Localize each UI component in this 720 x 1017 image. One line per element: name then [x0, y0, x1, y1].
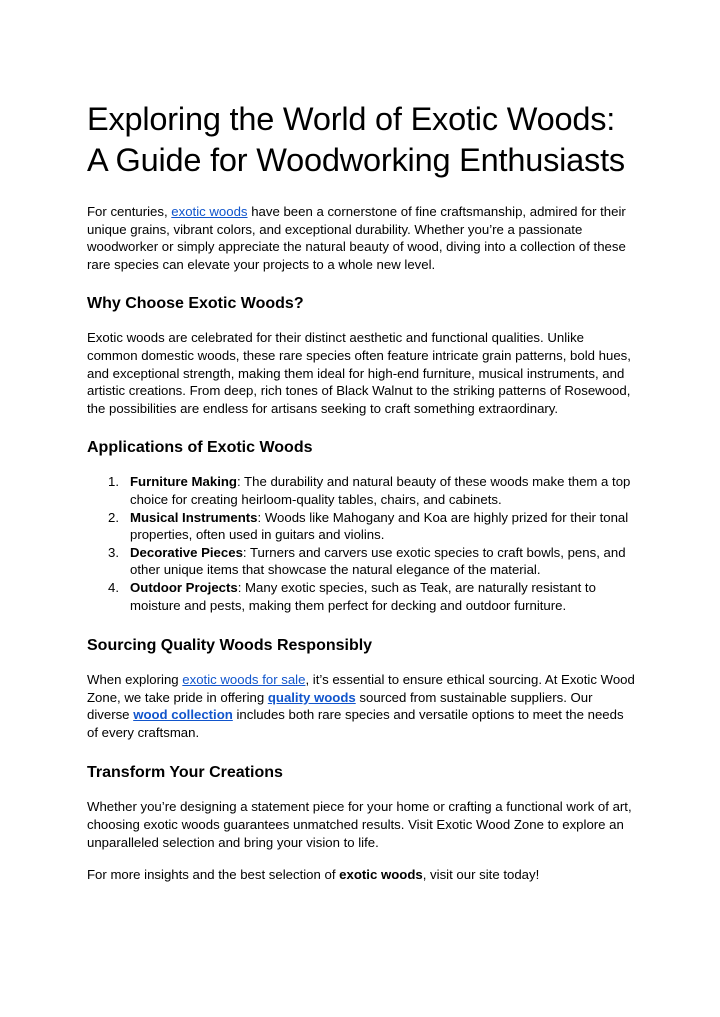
list-item [87, 579, 635, 614]
applications-list [87, 473, 635, 614]
quality-woods-link[interactable]: quality woods [267, 689, 356, 705]
list-item-text: : Woods like Mahogany and Koa are highly prized for their tonal properties, often used in guitars and violins. [130, 509, 629, 543]
list-item [87, 473, 635, 508]
list-item [87, 544, 635, 579]
sourcing-text-3: sourced from sustainable suppliers. Our diverse [87, 689, 593, 723]
list-item-term: Decorative Pieces [130, 544, 243, 560]
intro-text-rest: have been a cornerstone of fine craftsmanship, admired for their unique grains, vibrant colors, and exceptional durability. Whether you’re a passionate woodworker or simply appreciate the natural beauty of wood, diving into a collection of these rare species can elevate your projects to a whole new level. [87, 204, 626, 272]
applications-heading: Applications of Exotic Woods [87, 439, 313, 457]
exotic-woods-link[interactable]: exotic woods [171, 204, 248, 219]
exotic-woods-for-sale-link[interactable]: exotic woods for sale [182, 672, 306, 688]
list-item [87, 509, 635, 544]
intro-text-start: For centuries, [87, 204, 172, 219]
page-title [87, 99, 635, 181]
closing-text-end: , visit our site today! [422, 867, 540, 883]
list-item-number: 2. [108, 509, 119, 525]
sourcing-heading: Sourcing Quality Woods Responsibly [87, 637, 373, 655]
list-item-number: 3. [108, 544, 119, 560]
page-title-line-1: Exploring the World of Exotic Woods: [87, 101, 616, 137]
sourcing-text-4: includes both rare species and versatile options to meet the needs of every craftsman. [87, 707, 624, 740]
list-item-text: : Turners and carvers use exotic species to craft bowls, pens, and other unique items that showcase the natural elegance of the material. [130, 544, 626, 578]
list-item-number: 1. [108, 474, 119, 490]
list-item-text: : Many exotic species, such as Teak, are naturally resistant to moisture and pests, making them perfect for decking and outdoor furniture. [130, 579, 596, 613]
list-item-term: Furniture Making [130, 474, 237, 490]
document-page [87, 99, 635, 884]
transform-paragraph: Whether you’re designing a statement piece for your home or crafting a functional work of art, choosing exotic woods guarantees unmatched results. Visit Exotic Wood Zone to explore an unparalleled selection and bring your vision to life. [87, 799, 632, 850]
closing-text-start: For more insights and the best selection of [87, 867, 340, 883]
page-title-line-2: A Guide for Woodworking Enthusiasts [87, 142, 625, 178]
closing-bold-term: exotic woods [339, 867, 423, 883]
why-heading: Why Choose Exotic Woods? [87, 295, 304, 313]
wood-collection-link[interactable]: wood collection [133, 707, 233, 723]
sourcing-paragraph [87, 671, 635, 741]
intro-paragraph [87, 203, 635, 273]
transform-heading: Transform Your Creations [87, 764, 283, 782]
closing-paragraph [87, 866, 635, 884]
list-item-number: 4. [108, 579, 119, 595]
sourcing-text-1: When exploring [87, 672, 183, 688]
sourcing-text-2: , it’s essential to ensure ethical sourcing. At Exotic Wood Zone, we take pride in offering [87, 672, 635, 705]
list-item-term: Musical Instruments [130, 509, 258, 525]
list-item-term: Outdoor Projects [130, 579, 238, 595]
list-item-text: : The durability and natural beauty of these woods make them a top choice for creating heirloom-quality tables, chairs, and cabinets. [130, 474, 631, 507]
why-paragraph: Exotic woods are celebrated for their distinct aesthetic and functional qualities. Unlike common domestic woods, these rare species often feature intricate grain patterns, bold hues, and exceptional strength, making them ideal for high-end furniture, musical instruments, and artistic creations. From deep, rich tones of Black Walnut to the striking patterns of Rosewood, the possibilities are endless for artisans seeking to craft something extraordinary. [87, 330, 631, 416]
